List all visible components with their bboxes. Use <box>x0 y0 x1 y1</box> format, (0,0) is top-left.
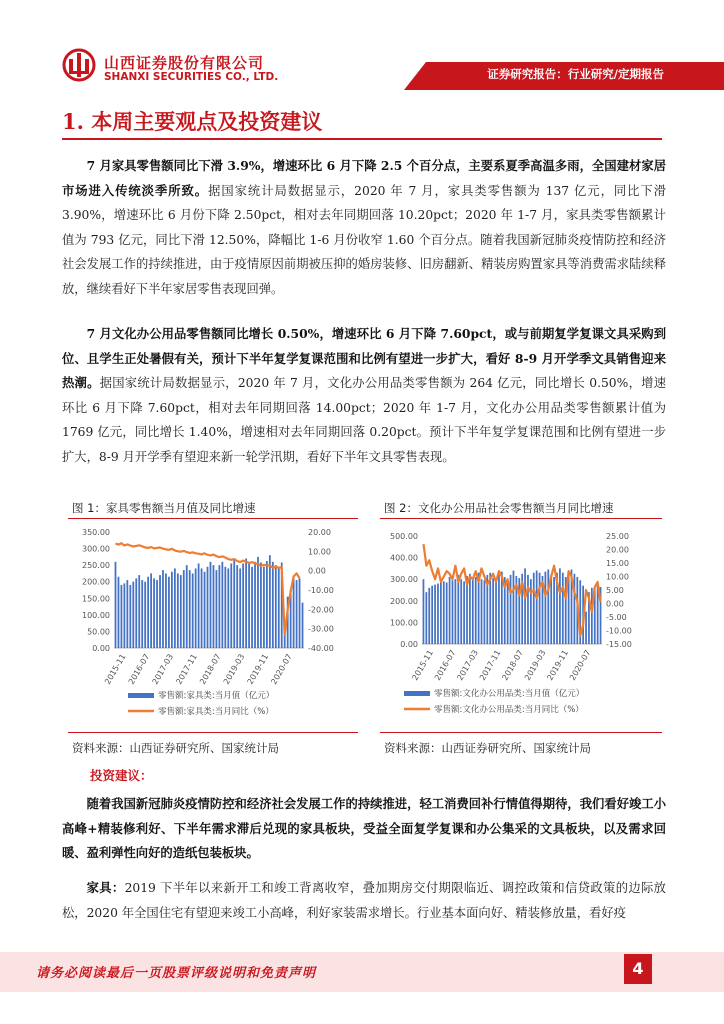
paragraph-stationery-sales-lead: 7 月文化办公用品零售额同比增长 0.50%，增速环比 6 月下降 7.60pct，或与前期复学复课文具采购到位、且学生正处暑假有关，预计下半年复学复课范围和比例有望进一步扩大，看好 8-9 月开学季文具销售迎来热潮。 <box>62 326 666 390</box>
bar-mark <box>150 573 152 648</box>
bar-mark <box>585 612 587 644</box>
bar-mark <box>227 568 229 648</box>
paragraph-advice-body: 随着我国新冠肺炎疫情防控和经济社会发展工作的持续推进，轻工消费回补行情值得期待，我们看好竣工小高峰+精装修利好、下半年需求滞后兑现的家具板块，受益全面复学复课和办公集采的文具板块，以及需求回暖、盈利弹性向好的造纸包装板块。 <box>62 796 666 860</box>
bar-mark <box>216 570 218 648</box>
bar-mark <box>460 579 462 644</box>
bar-mark <box>147 577 149 648</box>
x-tick-label: 2020-07 <box>269 652 294 686</box>
bar-mark <box>135 578 137 648</box>
bar-mark <box>478 573 480 644</box>
company-name-en: SHANXI SECURITIES CO., LTD. <box>104 71 279 83</box>
y-left-tick-label: 300.00 <box>390 575 418 585</box>
y-left-tick-label: 400.00 <box>390 553 418 563</box>
bar-mark <box>118 577 120 648</box>
bar-mark <box>431 586 433 644</box>
bar-mark <box>144 582 146 648</box>
bar-mark <box>275 565 277 648</box>
bar-mark <box>440 579 442 644</box>
y-right-tick-label: -10.00 <box>606 626 632 636</box>
page-number: 4 <box>624 954 652 984</box>
y-right-tick-label: 20.00 <box>308 528 331 537</box>
bar-mark <box>296 580 298 648</box>
legend-bar-label: 零售额:家具类:当月值（亿元） <box>158 691 275 701</box>
company-name-cn: 山西证券股份有限公司 <box>104 54 265 72</box>
x-tick-label: 2018-07 <box>198 652 223 686</box>
y-right-tick-label: -5.00 <box>606 613 627 622</box>
bar-mark <box>195 568 197 648</box>
y-right-tick-label: 0.00 <box>308 566 326 576</box>
bar-mark <box>159 575 161 648</box>
bar-mark <box>132 582 134 648</box>
figure-1-title: 图 1：家具零售额当月值及同比增速 <box>72 501 256 515</box>
header-band-cut <box>404 62 426 90</box>
section-rule <box>62 138 662 140</box>
bar-mark <box>498 575 500 644</box>
bar-mark <box>597 586 599 644</box>
report-type: 证券研究报告：行业研究/定期报告 <box>487 67 664 81</box>
paragraph-furniture-sales-lead: 7 月家具零售额同比下滑 3.9%，增速环比 6 月下降 2.5 个百分点，主要系夏季高温多雨，全国建材家居市场进入传统淡季所致。 <box>62 158 666 198</box>
bar-mark <box>434 585 436 644</box>
y-left-tick-label: 250.00 <box>82 561 110 571</box>
bar-mark <box>242 563 244 648</box>
bar-mark <box>278 567 280 648</box>
figure-2-rule <box>380 518 662 519</box>
y-right-tick-label: -30.00 <box>308 624 334 634</box>
figure-2-chart <box>380 520 664 730</box>
x-tick-label: 2019-03 <box>522 648 548 682</box>
bar-mark <box>545 572 547 644</box>
y-left-tick-label: 200.00 <box>82 577 110 587</box>
y-left-tick-label: 500.00 <box>390 532 418 541</box>
y-right-tick-label: 10.00 <box>606 572 629 582</box>
bar-mark <box>524 568 526 644</box>
x-tick-label: 2019-11 <box>545 648 570 682</box>
y-left-tick-label: 0.00 <box>400 640 418 649</box>
bar-mark <box>177 573 179 648</box>
legend-line-label: 零售额:文化办公用品类:当月同比（%） <box>434 705 584 715</box>
bar-mark <box>141 580 143 648</box>
bar-mark <box>457 575 459 644</box>
bar-mark <box>536 571 538 644</box>
bar-mark <box>198 563 200 648</box>
paragraph-furniture-outlook <box>62 876 666 925</box>
paragraph-advice <box>62 792 666 866</box>
bar-mark <box>559 568 561 644</box>
y-right-tick-label: 10.00 <box>308 547 331 557</box>
paragraph-furniture-outlook-label: 家具： <box>86 880 125 895</box>
bar-mark <box>469 574 471 644</box>
bar-mark <box>245 559 247 648</box>
bar-mark <box>186 565 188 648</box>
bar-mark <box>591 588 593 644</box>
bar-mark <box>153 578 155 648</box>
bar-mark <box>484 580 486 644</box>
legend-line-label: 零售额:家具类:当月同比（%） <box>158 707 274 717</box>
bar-mark <box>302 603 304 648</box>
bar-mark <box>233 560 235 648</box>
bar-mark <box>455 579 457 644</box>
bar-mark <box>260 562 262 648</box>
bar-mark <box>171 572 173 648</box>
x-tick-label: 2016-07 <box>432 648 458 682</box>
bar-mark <box>428 588 430 644</box>
bar-mark <box>299 578 301 648</box>
bar-mark <box>492 578 494 644</box>
figure-1-rule-bottom <box>68 732 358 733</box>
bar-mark <box>495 579 497 644</box>
bar-mark <box>472 579 474 644</box>
bar-mark <box>129 585 131 648</box>
x-tick-label: 2015-11 <box>410 648 435 682</box>
bar-mark <box>210 562 212 648</box>
figure-2-rule-bottom <box>380 732 662 733</box>
bar-mark <box>507 579 509 644</box>
bar-mark <box>221 562 223 648</box>
x-tick-label: 2017-11 <box>477 648 503 682</box>
x-tick-label: 2019-03 <box>221 652 247 686</box>
bar-mark <box>251 567 253 648</box>
bar-mark <box>425 592 427 644</box>
legend-bar-label: 零售额:文化办公用品类:当月值（亿元） <box>434 689 585 699</box>
bar-mark <box>254 562 256 648</box>
paragraph-stationery-sales <box>62 322 666 469</box>
y-right-tick-label: -40.00 <box>308 644 334 653</box>
bar-mark <box>124 583 126 648</box>
bar-mark <box>272 562 274 648</box>
advice-heading: 投资建议： <box>90 768 153 783</box>
bar-mark <box>165 573 167 648</box>
bar-mark <box>269 555 271 648</box>
bar-mark <box>236 565 238 648</box>
paragraph-furniture-outlook-body: 2019 下半年以来新开工和竣工背离收窄，叠加期房交付期限临近、调控政策和信贷政策的边际放松，2020 年全国住宅有望迎来竣工小高峰，利好家装需求增长。行业基本面向好、精装修放量，看好疫 <box>62 881 666 920</box>
company-logo-icon <box>62 48 96 82</box>
paragraph-furniture-sales-body: 据国家统计局数据显示，2020 年 7 月，家具类零售额为 137 亿元，同比下滑 3.90%，增速环比 6 月份下降 2.50pct，相对去年同期回落 10.20pct；2020 年 1-7 月，家具类零售额累计值为 793 亿元，同比下滑 12.50%，降幅比 1-6 月份收窄 1.60 个百分点。随着我国新冠肺炎疫情防控和经济社会发展工作的持续推进，由于疫情原因前期被压抑的婚房装修、旧房翻新、精装房购置家具等消费需求陆续释放，继续看好下半年家居零售表现回弹。 <box>62 183 666 296</box>
bar-mark <box>248 563 250 648</box>
bar-mark <box>446 582 448 644</box>
bar-mark <box>266 561 268 648</box>
y-right-tick-label: 0.00 <box>606 599 624 609</box>
bar-mark <box>489 573 491 644</box>
bar-mark <box>463 581 465 644</box>
figure-2-title: 图 2：文化办公用品社会零售额当月同比增速 <box>384 501 614 515</box>
bar-mark <box>174 568 176 648</box>
legend-bar-swatch <box>404 691 430 696</box>
figure-2-source: 资料来源：山西证券研究所、国家统计局 <box>384 741 591 755</box>
bar-mark <box>115 562 117 648</box>
bar-mark <box>213 565 215 648</box>
bar-mark <box>192 573 194 648</box>
bar-mark <box>437 584 439 644</box>
bar-mark <box>475 577 477 644</box>
footer-disclaimer: 请务必阅读最后一页股票评级说明和免责声明 <box>36 966 317 981</box>
y-right-tick-label: -15.00 <box>606 640 632 649</box>
bar-mark <box>443 581 445 644</box>
y-left-tick-label: 100.00 <box>82 610 110 620</box>
bar-mark <box>423 579 425 644</box>
y-left-tick-label: 100.00 <box>390 618 418 628</box>
bar-mark <box>527 575 529 644</box>
bar-mark <box>539 573 541 644</box>
bar-mark <box>452 580 454 644</box>
y-left-tick-label: 200.00 <box>390 596 418 606</box>
bar-mark <box>466 576 468 644</box>
y-right-tick-label: 15.00 <box>606 559 629 568</box>
bar-mark <box>180 575 182 648</box>
bar-mark <box>189 570 191 648</box>
x-tick-label: 2018-07 <box>500 648 525 682</box>
page-header <box>0 0 724 92</box>
bar-mark <box>239 568 241 648</box>
figure-1-source: 资料来源：山西证券研究所、国家统计局 <box>72 741 279 755</box>
bar-mark <box>263 567 265 648</box>
bar-mark <box>449 577 451 644</box>
bar-mark <box>513 571 515 644</box>
bar-mark <box>547 569 549 644</box>
x-tick-label: 2020-07 <box>567 648 593 682</box>
bar-mark <box>201 568 203 648</box>
x-tick-label: 2017-03 <box>455 648 480 682</box>
figure-1-rule <box>68 518 358 519</box>
x-tick-label: 2017-03 <box>150 652 176 686</box>
bar-mark <box>553 577 555 644</box>
bar-mark <box>204 572 206 648</box>
y-right-tick-label: -20.00 <box>308 605 334 615</box>
y-right-tick-label: -10.00 <box>308 586 334 595</box>
x-tick-label: 2017-11 <box>174 652 199 686</box>
paragraph-stationery-sales-body: 据国家统计局数据显示，2020 年 7 月，文化办公用品类零售额为 264 亿元，同比增长 0.50%，增速环比 6 月下降 7.60pct，相对去年同期回落 14.00pct；2020 年 1-7 月，文化办公用品类零售额累计值为 1769 亿元，同比增长 1.40%，增速相对去年同期回落 0.20pct。预计下半年复学复课范围和比例有望进一步扩大，8-9 月开学季有望迎来新一轮学汛期，看好下半年文具零售表现。 <box>62 376 666 464</box>
y-left-tick-label: 350.00 <box>82 528 110 537</box>
bar-mark <box>126 580 128 648</box>
bar-mark <box>293 577 295 648</box>
bar-mark <box>224 567 226 648</box>
x-tick-label: 2015-11 <box>103 652 128 686</box>
x-tick-label: 2016-07 <box>126 652 152 686</box>
bar-mark <box>257 557 259 648</box>
paragraph-furniture-sales <box>62 154 666 301</box>
bar-mark <box>207 567 209 648</box>
y-right-tick-label: 20.00 <box>606 545 629 555</box>
y-right-tick-label: 25.00 <box>606 532 629 541</box>
y-left-tick-label: 150.00 <box>82 594 110 604</box>
y-left-tick-label: 300.00 <box>82 544 110 554</box>
bar-mark <box>230 563 232 648</box>
bar-mark <box>550 575 552 644</box>
bar-mark <box>138 575 140 648</box>
bar-mark <box>481 579 483 644</box>
bar-mark <box>219 565 221 648</box>
x-tick-label: 2019-11 <box>245 652 271 686</box>
y-left-tick-label: 50.00 <box>87 627 110 637</box>
figure-1-chart <box>68 520 360 730</box>
bar-mark <box>156 580 158 648</box>
section-title: 1. 本周主要观点及投资建议 <box>62 109 323 134</box>
bar-mark <box>530 579 532 644</box>
y-left-tick-label: 0.00 <box>92 644 110 653</box>
bar-mark <box>168 577 170 648</box>
bar-mark <box>533 573 535 644</box>
bar-mark <box>562 573 564 644</box>
bar-mark <box>183 570 185 648</box>
bar-mark <box>162 570 164 648</box>
legend-bar-swatch <box>128 693 154 698</box>
bar-mark <box>121 585 123 648</box>
y-right-tick-label: 5.00 <box>606 586 624 595</box>
